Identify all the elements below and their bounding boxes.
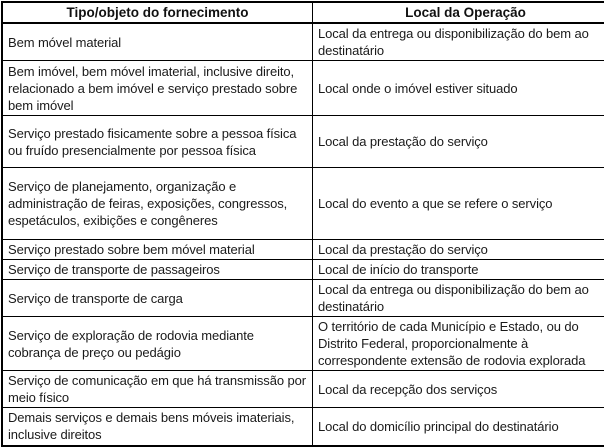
cell-tipo: Demais serviços e demais bens móveis imateriais, inclusive direitos — [2, 408, 313, 446]
table-header — [2, 2, 604, 23]
table-row — [2, 23, 604, 61]
cell-local: Local do evento a que se refere o serviço — [313, 168, 604, 240]
column-header-local: Local da Operação — [313, 2, 604, 23]
cell-tipo: Serviço de exploração de rodovia mediante cobrança de preço ou pedágio — [2, 317, 313, 371]
cell-tipo: Serviço prestado sobre bem móvel material — [2, 240, 313, 260]
cell-local: Local da entrega ou disponibilização do bem ao destinatário — [313, 280, 604, 317]
table-row — [2, 116, 604, 168]
cell-tipo: Serviço de planejamento, organização e administração de feiras, exposições, congressos, espetáculos, exibições e congêneres — [2, 168, 313, 240]
cell-tipo: Serviço prestado fisicamente sobre a pessoa física ou fruído presencialmente por pessoa física — [2, 116, 313, 168]
table-row — [2, 280, 604, 317]
cell-local: Local da recepção dos serviços — [313, 371, 604, 408]
table-row — [2, 371, 604, 408]
cell-local: Local onde o imóvel estiver situado — [313, 61, 604, 116]
cell-local: Local da prestação do serviço — [313, 240, 604, 260]
header-row — [2, 2, 604, 23]
cell-tipo: Bem móvel material — [2, 23, 313, 61]
table-row — [2, 317, 604, 371]
cell-tipo: Serviço de transporte de passageiros — [2, 260, 313, 280]
cell-tipo: Serviço de transporte de carga — [2, 280, 313, 317]
column-header-tipo: Tipo/objeto do fornecimento — [2, 2, 313, 23]
cell-local: Local da prestação do serviço — [313, 116, 604, 168]
table-row — [2, 168, 604, 240]
cell-local: Local do domicílio principal do destinatário — [313, 408, 604, 446]
fornecimento-local-table — [1, 1, 604, 447]
cell-tipo: Bem imóvel, bem móvel imaterial, inclusive direito, relacionado a bem imóvel e serviço prestado sobre bem imóvel — [2, 61, 313, 116]
cell-local: Local da entrega ou disponibilização do bem ao destinatário — [313, 23, 604, 61]
table-row — [2, 260, 604, 280]
table-row — [2, 240, 604, 260]
table-row — [2, 61, 604, 116]
cell-tipo: Serviço de comunicação em que há transmissão por meio físico — [2, 371, 313, 408]
cell-local: O território de cada Município e Estado, ou do Distrito Federal, proporcionalmente à correspondente extensão de rodovia explorada — [313, 317, 604, 371]
table-body — [2, 23, 604, 446]
cell-local: Local de início do transporte — [313, 260, 604, 280]
